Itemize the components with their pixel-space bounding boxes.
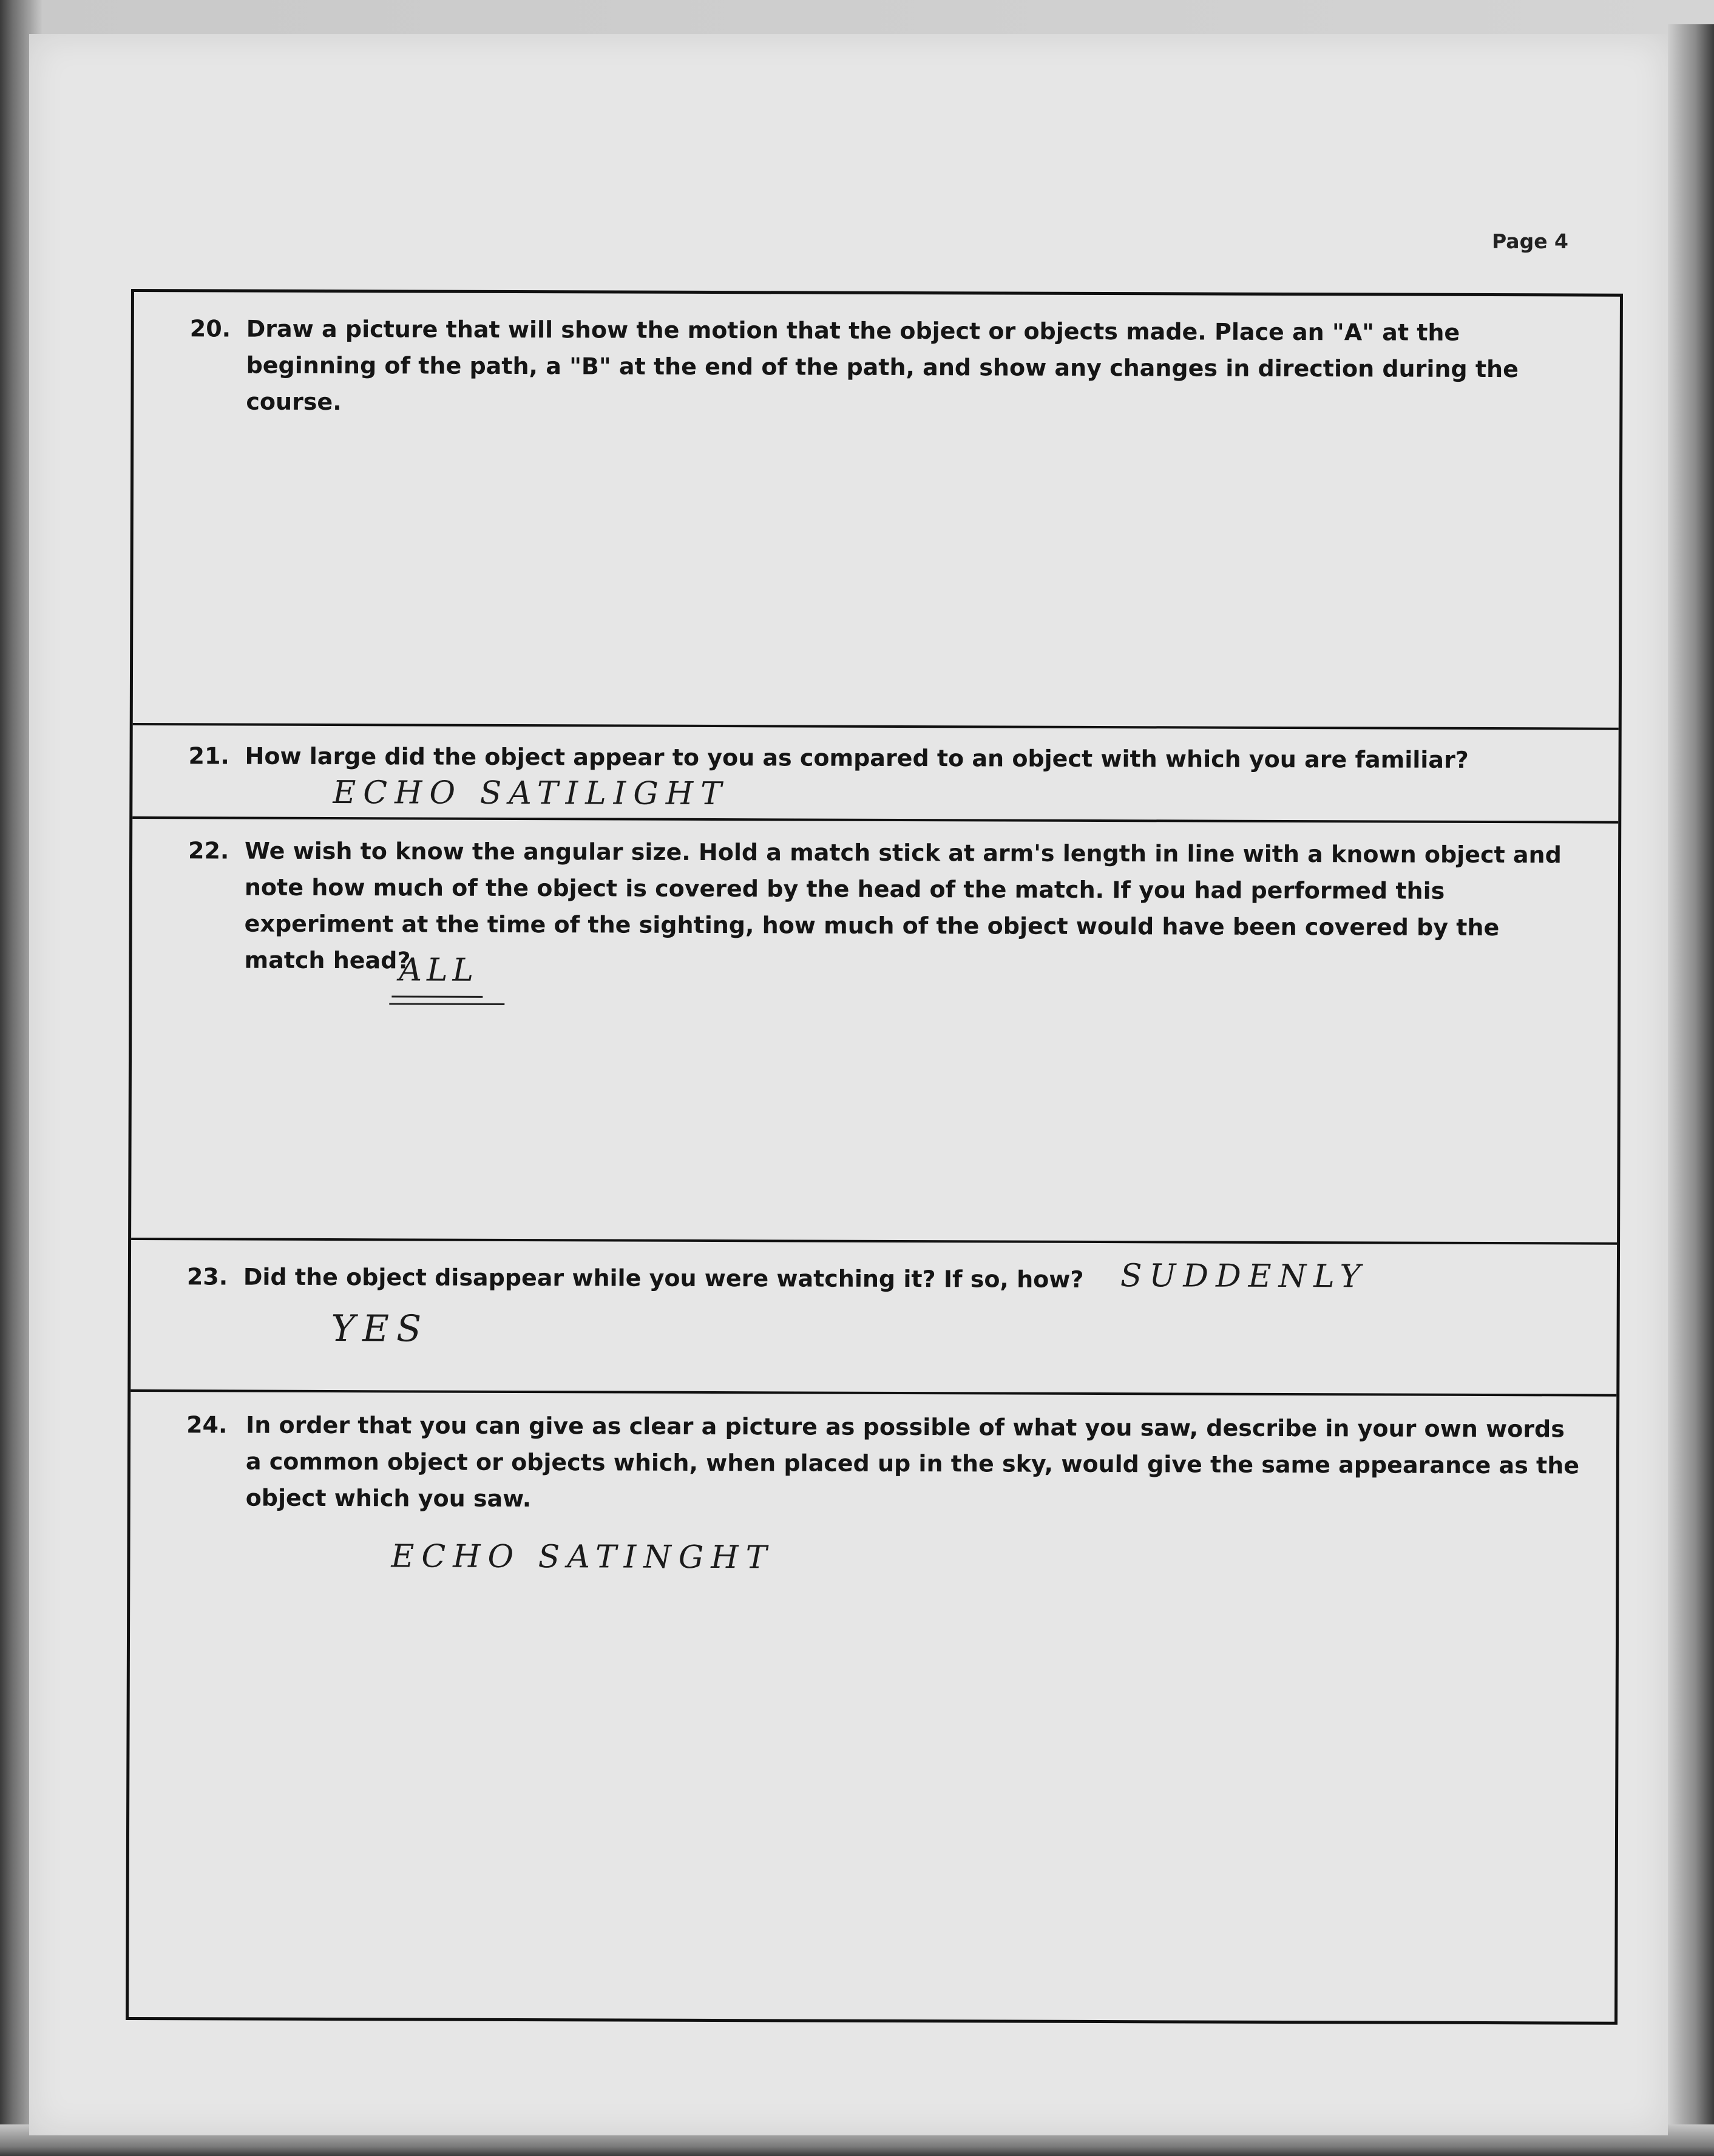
- answer-underline-1: [391, 995, 483, 997]
- question-20-text: Draw a picture that will show the motion that the object or objects made. Place an "A" at the beginning of the path, a "B" at the end of the path, and show any changes in direction during the course.: [246, 315, 1519, 416]
- question-20-section: [133, 292, 1620, 728]
- question-20-number: 20.: [189, 315, 231, 342]
- document-page: [29, 34, 1668, 2135]
- question-23-number: 23.: [186, 1263, 228, 1290]
- question-24-text: In order that you can give as clear a picture as possible of what you saw, describe in your own words a common object or objects which, when placed up in the sky, would give the same appearance as the object which you saw.: [245, 1411, 1580, 1513]
- question-22-answer: ALL: [399, 952, 479, 989]
- question-22-text: We wish to know the angular size. Hold a match stick at arm's length in line with a known object and note how much of the object is covered by the head of the match. If you had performed this experiment at the time of the sighting, how much of the object would have been covered by the match head?: [244, 837, 1562, 974]
- question-21-text: How large did the object appear to you as compared to an object with which you are familiar?: [245, 742, 1469, 773]
- question-23-answer-how: SUDDENLY: [1120, 1258, 1368, 1295]
- question-24-section: [129, 1392, 1616, 2022]
- question-22-section: [131, 819, 1618, 1242]
- scan-edge-right: [1668, 24, 1714, 2156]
- question-23-answer-disappear: YES: [331, 1307, 429, 1351]
- question-23-section: [130, 1240, 1617, 1394]
- page-number: Page 4: [1492, 229, 1569, 253]
- question-24-answer: ECHO SATINGHT: [391, 1538, 774, 1576]
- question-22-number: 22.: [188, 837, 229, 864]
- question-23-text: Did the object disappear while you were watching it? If so, how?: [243, 1263, 1084, 1293]
- question-21-answer: ECHO SATILIGHT: [333, 775, 729, 813]
- question-21-section: [132, 725, 1618, 821]
- answer-underline-2: [389, 1003, 504, 1005]
- questionnaire-form: [126, 289, 1623, 2025]
- question-24-number: 24.: [186, 1411, 228, 1439]
- question-21-number: 21.: [188, 742, 229, 770]
